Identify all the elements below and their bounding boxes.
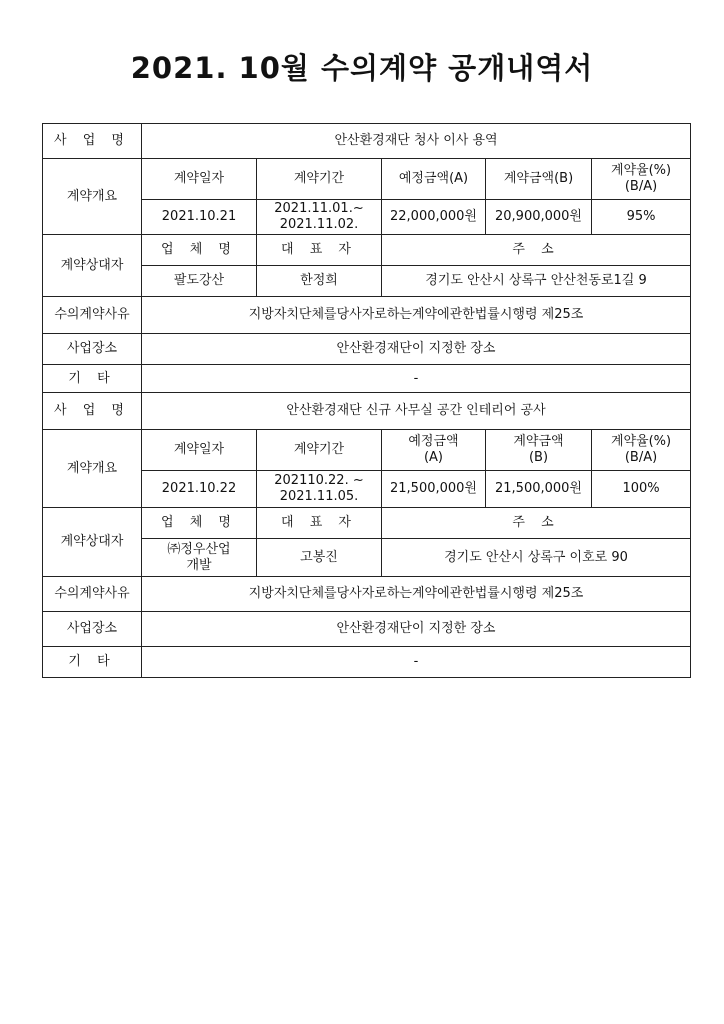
company-name-header: 업 체 명 bbox=[142, 508, 257, 539]
reason-label: 수의계약사유 bbox=[43, 577, 142, 612]
company-name-line2: 개발 bbox=[186, 557, 212, 573]
contract-period-header: 계약기간 bbox=[257, 430, 382, 471]
contract-date-header: 계약일자 bbox=[142, 430, 257, 471]
contract-date-header: 계약일자 bbox=[142, 159, 257, 200]
contract-overview-label: 계약개요 bbox=[43, 159, 142, 235]
contract-amount-value: 21,500,000원 bbox=[486, 471, 592, 508]
contract-2-overview-header-row bbox=[43, 430, 691, 471]
contract-overview-label: 계약개요 bbox=[43, 430, 142, 508]
contract-2-counterparty-header-row bbox=[43, 508, 691, 539]
contract-2-etc-row bbox=[43, 647, 691, 678]
location-label: 사업장소 bbox=[43, 612, 142, 647]
address-header: 주 소 bbox=[382, 235, 691, 266]
contract-1-project-row bbox=[43, 124, 691, 159]
contract-rate-header bbox=[592, 159, 691, 200]
contract-period-end: 2021.11.02. bbox=[279, 217, 359, 232]
contract-rate-value: 100% bbox=[592, 471, 691, 508]
etc-value: - bbox=[142, 365, 691, 393]
etc-label: 기 타 bbox=[43, 647, 142, 678]
address-value: 경기도 안산시 상록구 이호로 90 bbox=[382, 539, 691, 577]
contract-rate-value: 95% bbox=[592, 200, 691, 235]
contract-rate-header-line1: 계약율(%) bbox=[610, 434, 672, 449]
contract-disclosure-table bbox=[42, 123, 691, 678]
contract-date-value: 2021.10.22 bbox=[142, 471, 257, 508]
counterparty-label: 계약상대자 bbox=[43, 508, 142, 577]
etc-label: 기 타 bbox=[43, 365, 142, 393]
contract-amount-header-line2: (B) bbox=[528, 450, 549, 465]
contract-2-reason-row bbox=[43, 577, 691, 612]
reason-value: 지방자치단체를당사자로하는계약에관한법률시행령 제25조 bbox=[142, 297, 691, 334]
contract-period-start: 2021.11.01.~ bbox=[274, 201, 364, 216]
estimated-amount-value: 22,000,000원 bbox=[382, 200, 486, 235]
etc-value: - bbox=[142, 647, 691, 678]
counterparty-label: 계약상대자 bbox=[43, 235, 142, 297]
company-name-header: 업 체 명 bbox=[142, 235, 257, 266]
contract-1-location-row bbox=[43, 334, 691, 365]
contract-date-value: 2021.10.21 bbox=[142, 200, 257, 235]
estimated-amount-header bbox=[382, 430, 486, 471]
address-value: 경기도 안산시 상록구 안산천동로1길 9 bbox=[382, 266, 691, 297]
contract-amount-value: 20,900,000원 bbox=[486, 200, 592, 235]
reason-label: 수의계약사유 bbox=[43, 297, 142, 334]
contract-period-start: 202110.22. ~ bbox=[274, 473, 364, 488]
estimated-amount-value: 21,500,000원 bbox=[382, 471, 486, 508]
project-name-value: 안산환경재단 신규 사무실 공간 인테리어 공사 bbox=[142, 393, 691, 430]
project-name-label: 사 업 명 bbox=[43, 393, 142, 430]
representative-header: 대 표 자 bbox=[257, 508, 382, 539]
contract-2-location-row bbox=[43, 612, 691, 647]
contract-period-value bbox=[257, 471, 382, 508]
project-name-label: 사 업 명 bbox=[43, 124, 142, 159]
location-value: 안산환경재단이 지정한 장소 bbox=[142, 334, 691, 365]
location-label: 사업장소 bbox=[43, 334, 142, 365]
representative-header: 대 표 자 bbox=[257, 235, 382, 266]
contract-1-etc-row bbox=[43, 365, 691, 393]
address-header: 주 소 bbox=[382, 508, 691, 539]
contract-rate-header bbox=[592, 430, 691, 471]
contract-amount-header: 계약금액(B) bbox=[486, 159, 592, 200]
contract-rate-header-line1: 계약율(%) bbox=[610, 163, 672, 178]
company-name-line1: ㈜정우산업 bbox=[167, 541, 231, 557]
contract-1-overview-header-row bbox=[43, 159, 691, 200]
contract-period-header: 계약기간 bbox=[257, 159, 382, 200]
location-value: 안산환경재단이 지정한 장소 bbox=[142, 612, 691, 647]
contract-period-end: 2021.11.05. bbox=[279, 489, 359, 504]
reason-value: 지방자치단체를당사자로하는계약에관한법률시행령 제25조 bbox=[142, 577, 691, 612]
company-name-value: 팔도강산 bbox=[142, 266, 257, 297]
contract-amount-header bbox=[486, 430, 592, 471]
estimated-amount-header: 예정금액(A) bbox=[382, 159, 486, 200]
contract-period-value bbox=[257, 200, 382, 235]
company-name-value bbox=[142, 539, 257, 577]
contract-rate-header-line2: (B/A) bbox=[624, 450, 658, 465]
contract-rate-header-line2: (B/A) bbox=[624, 179, 658, 194]
estimated-amount-header-line1: 예정금액 bbox=[408, 434, 459, 449]
representative-value: 고봉진 bbox=[257, 539, 382, 577]
estimated-amount-header-line2: (A) bbox=[423, 450, 444, 465]
project-name-value: 안산환경재단 청사 이사 용역 bbox=[142, 124, 691, 159]
contract-2-project-row bbox=[43, 393, 691, 430]
page-title: 2021. 10월 수의계약 공개내역서 bbox=[130, 51, 594, 85]
contract-1-counterparty-header-row bbox=[43, 235, 691, 266]
contract-amount-header-line1: 계약금액 bbox=[513, 434, 564, 449]
representative-value: 한정희 bbox=[257, 266, 382, 297]
contract-1-reason-row bbox=[43, 297, 691, 334]
